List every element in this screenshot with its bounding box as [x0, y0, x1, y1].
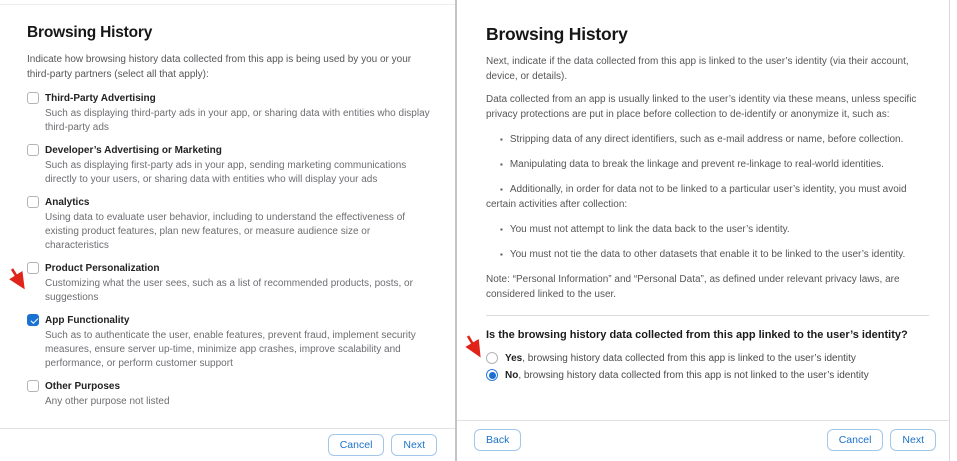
- checkbox-unchecked-icon[interactable]: [27, 262, 39, 274]
- linkage-question: Is the browsing history data collected from this app linked to the user’s identity?: [486, 329, 908, 341]
- option-analytics: [27, 196, 433, 253]
- option-description: Such as displaying third-party ads in your app, or sharing data with entities who display third-party ads: [45, 108, 430, 133]
- option-developers-advertising: [27, 144, 433, 187]
- section-divider: [486, 315, 929, 316]
- radio-unselected-icon[interactable]: [486, 352, 498, 364]
- bullet-list: [486, 132, 929, 262]
- right-footer: [457, 420, 949, 461]
- option-app-functionality: [27, 314, 433, 371]
- bullet-item: ▪ Additionally, in order for data not to be linked to a particular user’s identity, you must avoid certain activities after collection:: [486, 182, 929, 212]
- left-footer: [0, 428, 455, 461]
- option-label: Third-Party Advertising: [45, 92, 156, 104]
- cancel-button[interactable]: Cancel: [827, 429, 884, 451]
- explanation-paragraph: Data collected from an app is usually linked to the user’s identity via these means, unless specific privacy protections are put in place before collection to de-identify or anonymize it, such as:: [486, 94, 917, 120]
- checkbox-row[interactable]: [27, 262, 433, 274]
- option-other-purposes: [27, 380, 433, 409]
- step-instructions: Next, indicate if the data collected from this app is linked to the user’s identity (via their account, device, or details).: [486, 56, 909, 82]
- radio-label: Yes, browsing history data collected from this app is linked to the user’s identity: [505, 352, 856, 364]
- bullet-item: ▪ You must not attempt to link the data back to the user’s identity.: [486, 222, 929, 237]
- radio-label: No, browsing history data collected from this app is not linked to the user’s identity: [505, 369, 869, 381]
- checkbox-row[interactable]: [27, 92, 433, 104]
- usage-purposes-step: [0, 0, 455, 461]
- checkbox-unchecked-icon[interactable]: [27, 380, 39, 392]
- next-button[interactable]: Next: [391, 434, 437, 456]
- option-label: Analytics: [45, 196, 90, 208]
- bullet-item: ▪ Manipulating data to break the linkage and prevent re-linkage to real-world identities.: [486, 157, 929, 172]
- radio-option-yes[interactable]: [486, 352, 929, 364]
- option-label: Developer’s Advertising or Marketing: [45, 144, 222, 156]
- option-description: Such as to authenticate the user, enable features, prevent fraud, implement security measures, ensure server up-time, minimize app crashes, improve scalability and performance, or perform customer support: [45, 330, 416, 369]
- checkbox-row[interactable]: [27, 380, 433, 392]
- bullet-item: ▪ Stripping data of any direct identifiers, such as e-mail address or name, before collection.: [486, 132, 929, 147]
- radio-selected-icon[interactable]: [486, 369, 498, 381]
- option-label: Product Personalization: [45, 262, 160, 274]
- next-button[interactable]: Next: [890, 429, 936, 451]
- identity-linkage-step: [457, 0, 950, 461]
- option-description: Customizing what the user sees, such as a list of recommended products, posts, or suggestions: [45, 278, 413, 303]
- checkbox-unchecked-icon[interactable]: [27, 144, 39, 156]
- checkbox-row[interactable]: [27, 196, 433, 208]
- option-label: App Functionality: [45, 314, 130, 326]
- back-button[interactable]: Back: [474, 429, 521, 451]
- page-title: Browsing History: [27, 24, 153, 41]
- checkbox-unchecked-icon[interactable]: [27, 92, 39, 104]
- checkbox-row[interactable]: [27, 144, 433, 156]
- option-description: Such as displaying first-party ads in your app, sending marketing communications directly to your users, or sharing data with entities who will display your ads: [45, 160, 407, 185]
- option-label: Other Purposes: [45, 380, 121, 392]
- checkbox-checked-icon[interactable]: [27, 314, 39, 326]
- checkbox-unchecked-icon[interactable]: [27, 196, 39, 208]
- checkbox-row[interactable]: [27, 314, 433, 326]
- option-product-personalization: [27, 262, 433, 305]
- option-description: Using data to evaluate user behavior, including to understand the effectiveness of existing product features, plan new features, or measure audience size or characteristics: [45, 212, 406, 251]
- option-description: Any other purpose not listed: [45, 396, 170, 407]
- page-title: Browsing History: [486, 24, 628, 44]
- option-third-party-advertising: [27, 92, 433, 135]
- radio-group: [486, 352, 929, 381]
- purpose-checklist: [27, 92, 433, 409]
- bullet-item: ▪ You must not tie the data to other datasets that enable it to be linked to the user’s identity.: [486, 247, 929, 262]
- step-instructions: Indicate how browsing history data collected from this app is being used by you or your third-party partners (select all that apply):: [27, 54, 412, 80]
- radio-option-no[interactable]: [486, 369, 929, 381]
- cancel-button[interactable]: Cancel: [328, 434, 385, 456]
- note-paragraph: Note: “Personal Information” and “Personal Data”, as defined under relevant privacy laws, are considered linked to the user.: [486, 274, 900, 300]
